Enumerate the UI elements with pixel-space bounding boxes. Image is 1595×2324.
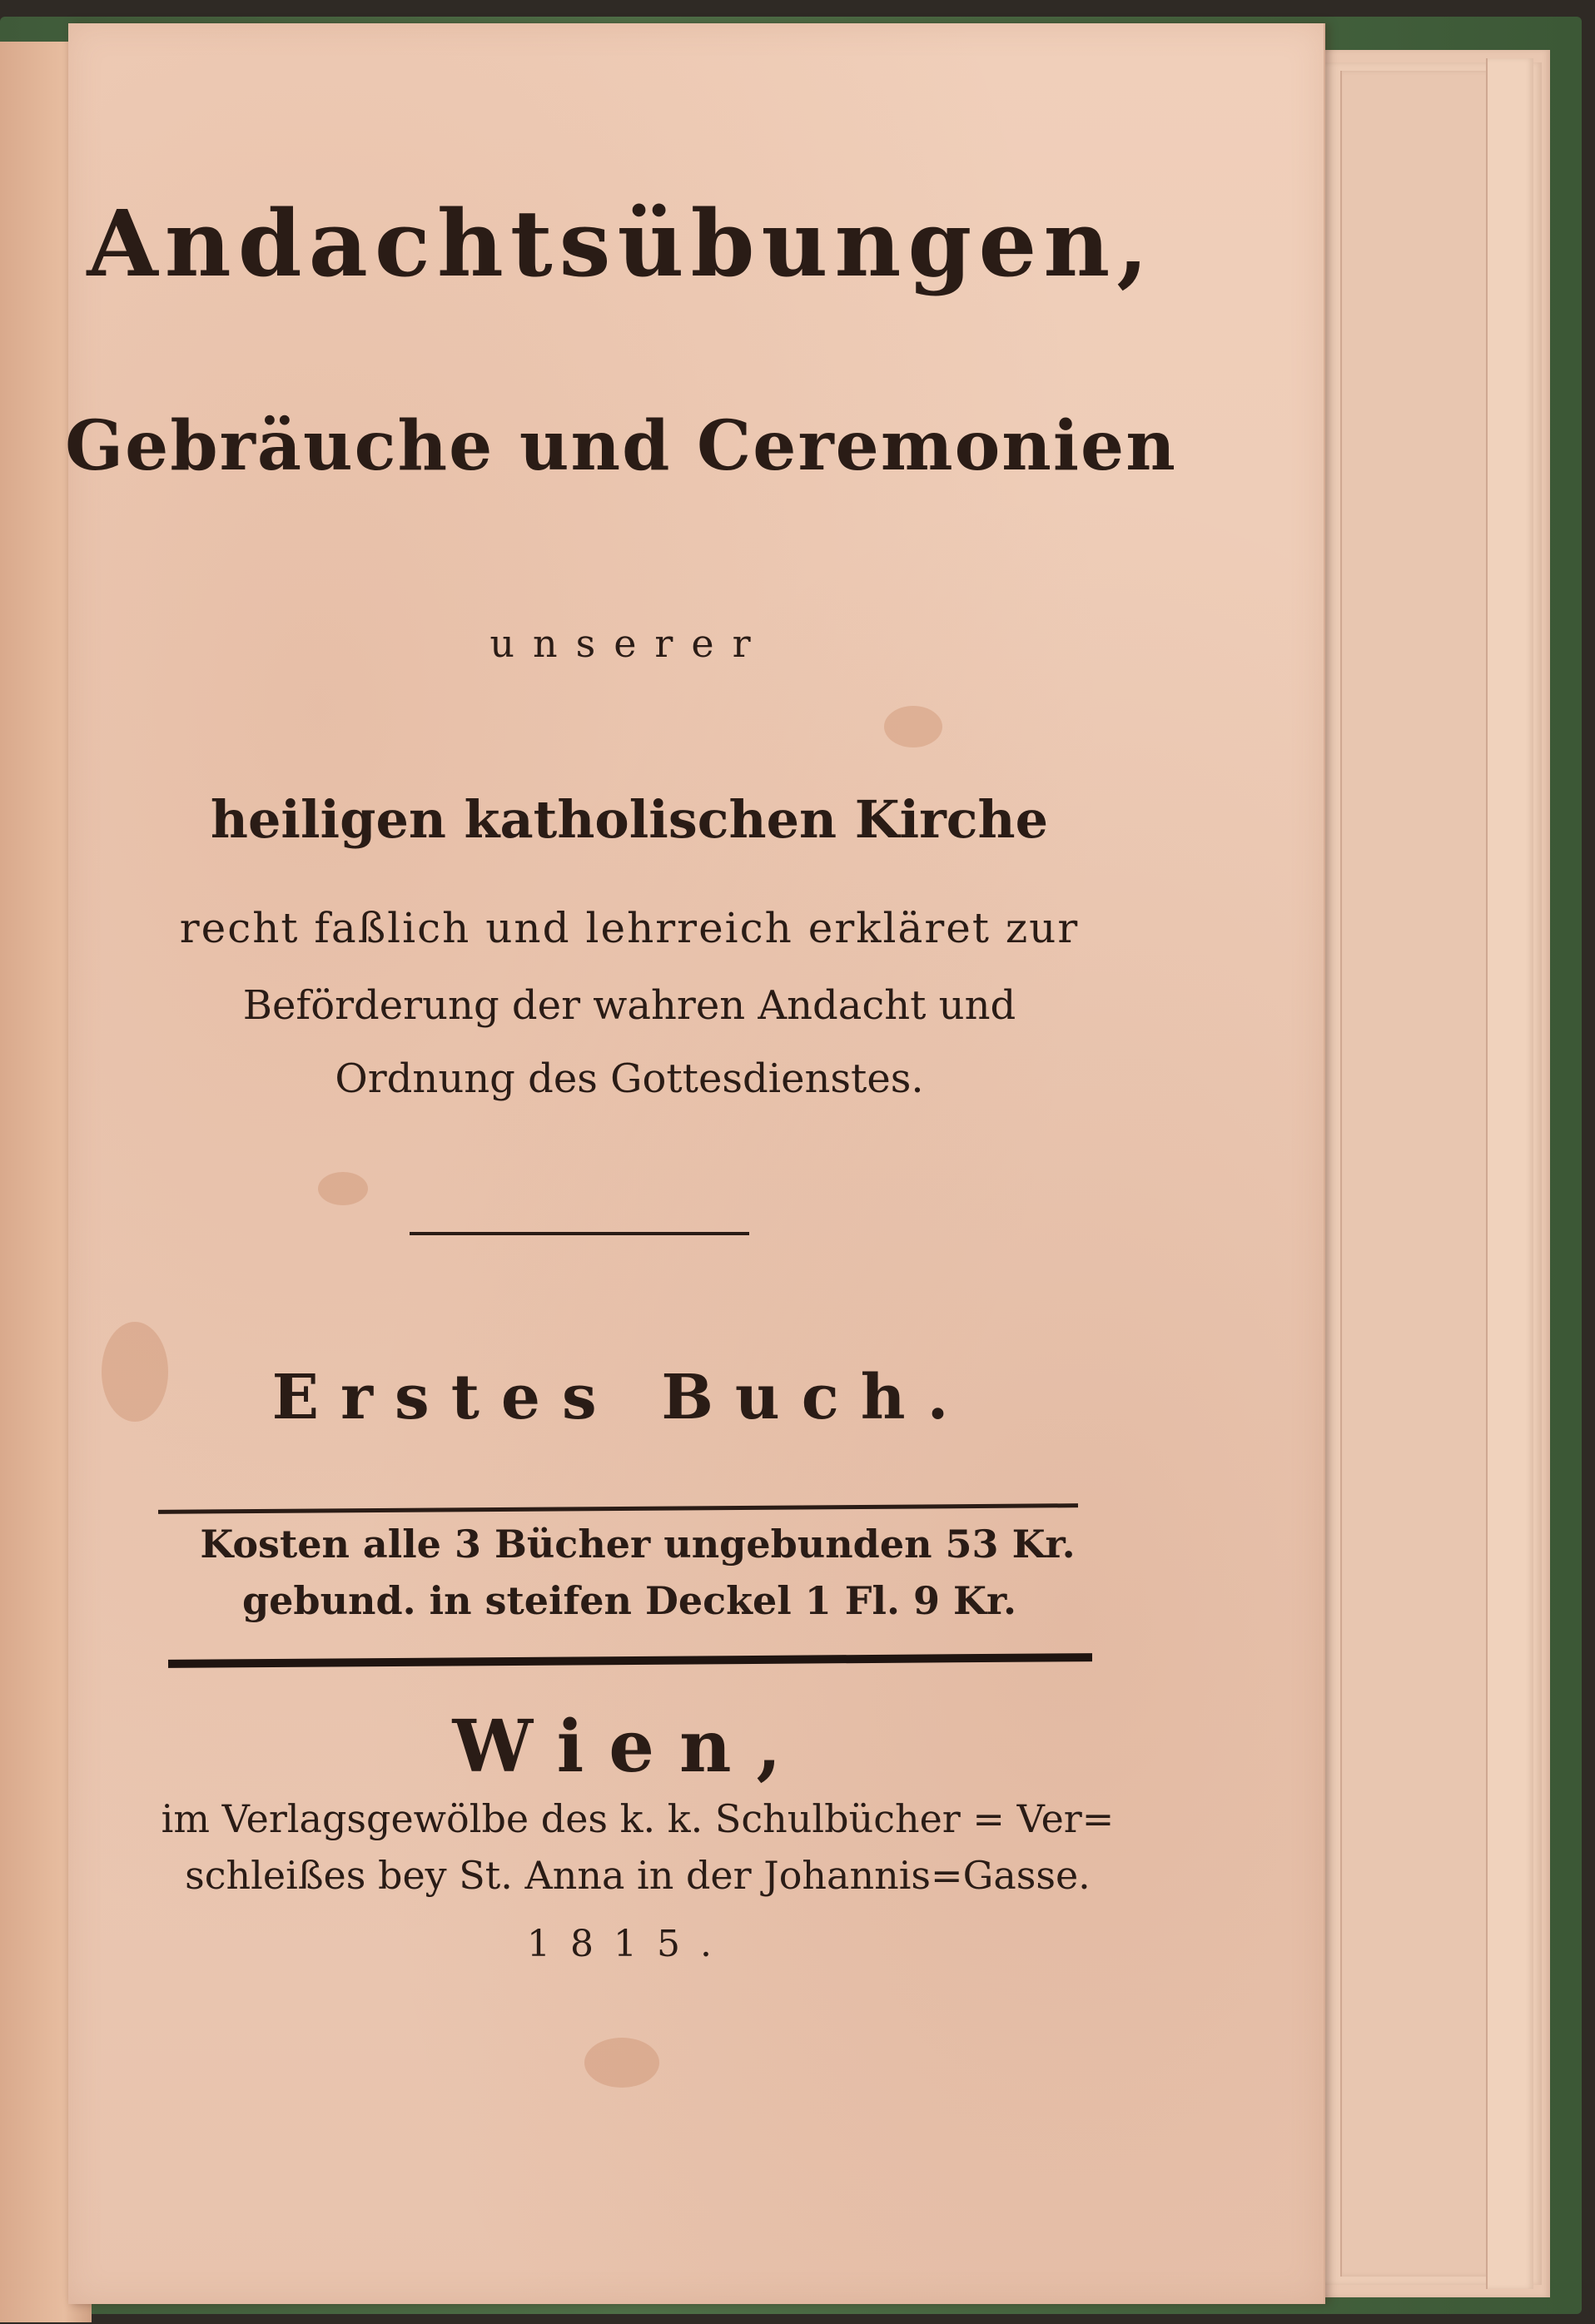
description-line: recht faßlich und lehrreich erkläret zur	[179, 904, 1080, 952]
publication-city: Wien,	[452, 1705, 807, 1789]
volume-label: Erstes Buch.	[271, 1362, 971, 1433]
description-line: Ordnung des Gottesdienstes.	[335, 1055, 924, 1102]
price-line: Kosten alle 3 Bücher ungebunden 53 Kr.	[200, 1522, 1076, 1567]
divider-rule	[158, 1503, 1078, 1514]
thick-divider-rule	[168, 1653, 1092, 1668]
page-edge	[1486, 58, 1533, 2289]
price-line: gebund. in steifen Deckel 1 Fl. 9 Kr.	[241, 1578, 1017, 1623]
foxing-spot	[584, 2038, 659, 2088]
foxing-spot	[884, 706, 942, 747]
title-page	[65, 23, 1325, 2304]
publisher-line: schleißes bey St. Anna in der Johannis=Gasse.	[185, 1853, 1091, 1898]
title-word-unserer: unserer	[489, 621, 769, 666]
divider-rule	[410, 1232, 749, 1235]
book-title: Andachtsübungen,	[87, 190, 1155, 297]
publication-year: 1815.	[527, 1923, 732, 1965]
title-church: heiligen katholischen Kirche	[210, 789, 1049, 850]
book-subtitle: Gebräuche und Ceremonien	[65, 406, 1177, 486]
foxing-spot	[318, 1172, 368, 1205]
description-line: Beförderung der wahren Andacht und	[242, 982, 1016, 1029]
publisher-line: im Verlagsgewölbe des k. k. Schulbücher = Ver=	[161, 1796, 1115, 1841]
